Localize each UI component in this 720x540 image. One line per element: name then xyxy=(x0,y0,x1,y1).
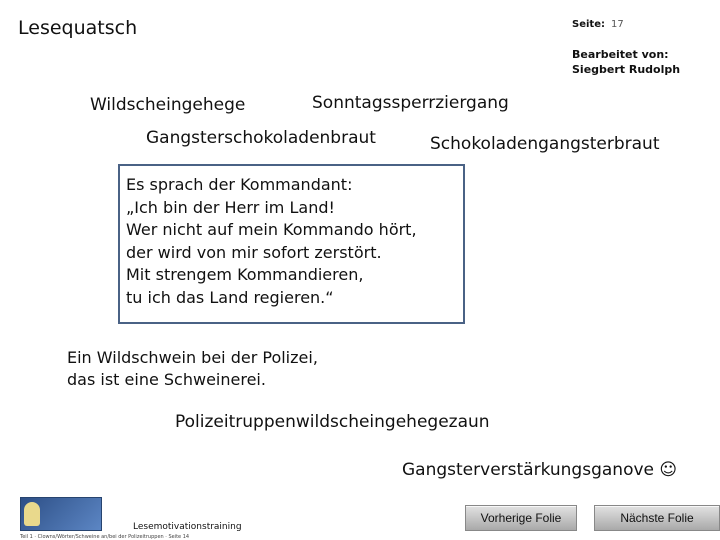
saying-block xyxy=(67,347,318,391)
edited-by-label: Bearbeitet von: xyxy=(572,48,669,61)
smiley-icon: ☺ xyxy=(659,460,678,480)
poem-line-6: tu ich das Land regieren.“ xyxy=(126,287,334,307)
edited-by xyxy=(572,47,712,77)
poem-line-2: „Ich bin der Herr im Land! xyxy=(126,197,335,217)
saying-line-2: das ist eine Schweinerei. xyxy=(67,370,266,389)
compound-word-6 xyxy=(402,460,677,480)
poem-line-1: Es sprach der Kommandant: xyxy=(126,175,353,194)
poem-line-4: der wird von mir sofort zerstört. xyxy=(126,242,382,262)
page-number: 17 xyxy=(611,19,624,30)
previous-slide-button[interactable]: Vorherige Folie xyxy=(465,505,577,531)
compound-word-2: Sonntagssperrziergang xyxy=(312,93,509,113)
compound-word-6-text: Gangsterverstärkungsganove xyxy=(402,460,654,480)
saying-line-1: Ein Wildschwein bei der Polizei, xyxy=(67,348,318,367)
compound-word-4: Schokoladengangsterbraut xyxy=(430,134,660,154)
chef-figure-icon xyxy=(24,502,40,526)
compound-word-1: Wildscheingehege xyxy=(90,95,246,115)
compound-word-5: Polizeitruppenwildscheingehegezaun xyxy=(175,412,490,432)
footer-small-text: Teil 1 · Clowns/Wörter/Schweine an/bei der Polizeitruppen · Seite 14 xyxy=(20,534,190,540)
next-slide-button[interactable]: Nächste Folie xyxy=(594,505,720,531)
poem-box xyxy=(118,164,465,324)
poem-line-3: Wer nicht auf mein Kommando hört, xyxy=(126,220,417,239)
publisher-logo xyxy=(20,497,102,531)
page-label: Seite: xyxy=(572,19,605,30)
poem-line-5: Mit strengem Kommandieren, xyxy=(126,265,364,284)
page-title: Lesequatsch xyxy=(18,17,138,39)
compound-word-3: Gangsterschokoladenbraut xyxy=(146,128,376,148)
edited-by-name: Siegbert Rudolph xyxy=(572,63,681,76)
training-label: Lesemotivationstraining xyxy=(133,522,242,532)
